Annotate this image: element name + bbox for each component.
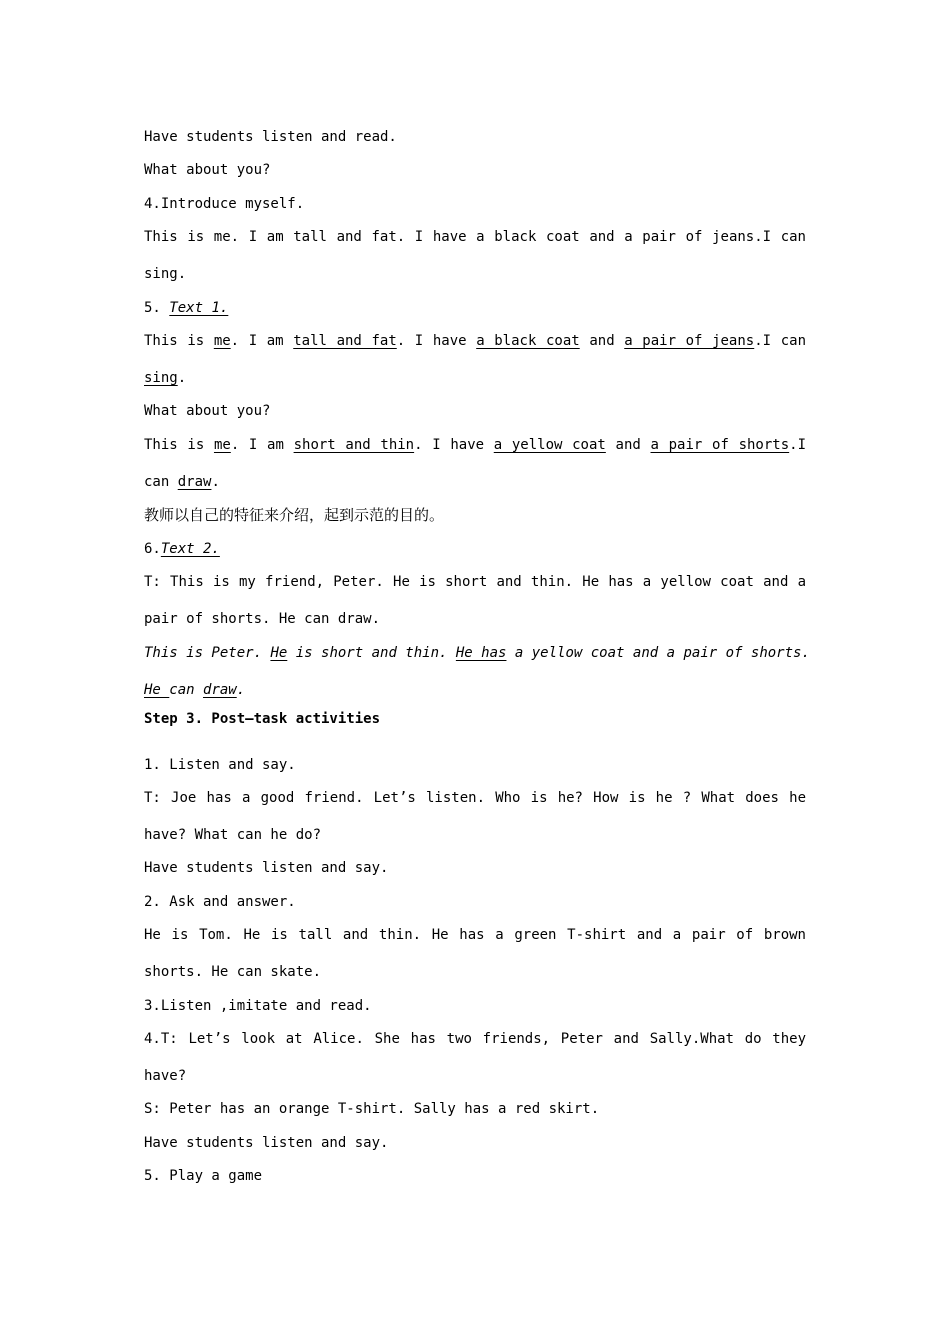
text-run: This is [144, 333, 214, 349]
text-2-heading: Text 2. [160, 541, 220, 557]
text-line [144, 369, 806, 387]
text-run: . [177, 370, 187, 386]
text-line: T: Joe has a good friend. Let’s listen. Who is he? How is he ? What does he [144, 790, 806, 806]
blank-answer: sing [144, 370, 178, 386]
text-run: .I can [754, 333, 806, 349]
text-run: can [144, 474, 178, 490]
blank-answer: He [144, 682, 170, 698]
text-run: . I am [230, 333, 294, 349]
blank-answer: me [213, 437, 231, 453]
text-line: 1. Listen and say. [144, 757, 296, 773]
text-run: is short and thin. [287, 645, 456, 661]
text-line: T: This is my friend, Peter. He is short and thin. He has a yellow coat and a [144, 574, 806, 590]
text-line [144, 299, 806, 317]
text-line: 3.Listen ,imitate and read. [144, 998, 372, 1014]
text-run: . [236, 682, 246, 698]
text-line: Have students listen and read. [144, 129, 397, 145]
text-1-heading: Text 1. [169, 300, 229, 316]
text-run: can [169, 682, 204, 698]
blank-answer: a pair of shorts [650, 437, 790, 453]
text-line: Have students listen and say. [144, 1135, 389, 1151]
text-line: What about you? [144, 403, 271, 419]
text-line: Have students listen and say. [144, 860, 389, 876]
text-run: . I have [414, 437, 494, 453]
text-line [144, 473, 806, 491]
text-run: . I am [230, 437, 294, 453]
text-run: a yellow coat and a pair of shorts. [506, 645, 810, 661]
text-line: 5. Play a game [144, 1168, 263, 1184]
blank-answer: tall and fat [293, 333, 397, 349]
text-run: and [579, 333, 625, 349]
text-line: shorts. He can skate. [144, 964, 322, 980]
text-run: . [211, 474, 220, 490]
text-run: This is Peter. [144, 645, 271, 661]
text-line: He is Tom. He is tall and thin. He has a green T-shirt and a pair of brown [144, 927, 806, 943]
blank-answer: draw [177, 474, 212, 490]
text-run: and [605, 437, 651, 453]
text-run: .I [789, 437, 807, 453]
blank-answer: me [213, 333, 231, 349]
text-line: What about you? [144, 162, 271, 178]
text-line: S: Peter has an orange T-shirt. Sally has a red skirt. [144, 1101, 600, 1117]
teacher-note: 教师以自己的特征来介绍，起到示范的目的。 [144, 506, 445, 524]
blank-answer: a pair of jeans [624, 333, 755, 349]
blank-answer: a black coat [476, 333, 580, 349]
text-line: 4.T: Let’s look at Alice. She has two friends, Peter and Sally.What do they [144, 1031, 806, 1047]
blank-answer: He [270, 645, 288, 661]
blank-answer: a yellow coat [493, 437, 606, 453]
text-line [144, 540, 806, 558]
blank-answer: He has [455, 645, 507, 661]
text-line: 2. Ask and answer. [144, 894, 296, 910]
text-line [144, 644, 810, 662]
text-line: This is me. I am tall and fat. I have a black coat and a pair of jeans.I can [144, 229, 806, 245]
text-line [144, 332, 806, 350]
blank-answer: short and thin [293, 437, 415, 453]
list-number: 5. [144, 300, 170, 316]
text-line: 4.Introduce myself. [144, 196, 305, 212]
text-run: This is [144, 437, 214, 453]
text-line [144, 681, 806, 699]
text-line: have? What can he do? [144, 827, 322, 843]
text-line: have? [144, 1068, 187, 1084]
blank-answer: draw [203, 682, 237, 698]
text-line: sing. [144, 266, 187, 282]
list-number: 6. [144, 541, 161, 557]
section-heading: Step 3. Post—task activities [144, 711, 381, 727]
text-run: . I have [396, 333, 477, 349]
text-line [144, 436, 806, 454]
text-line: pair of shorts. He can draw. [144, 611, 381, 627]
